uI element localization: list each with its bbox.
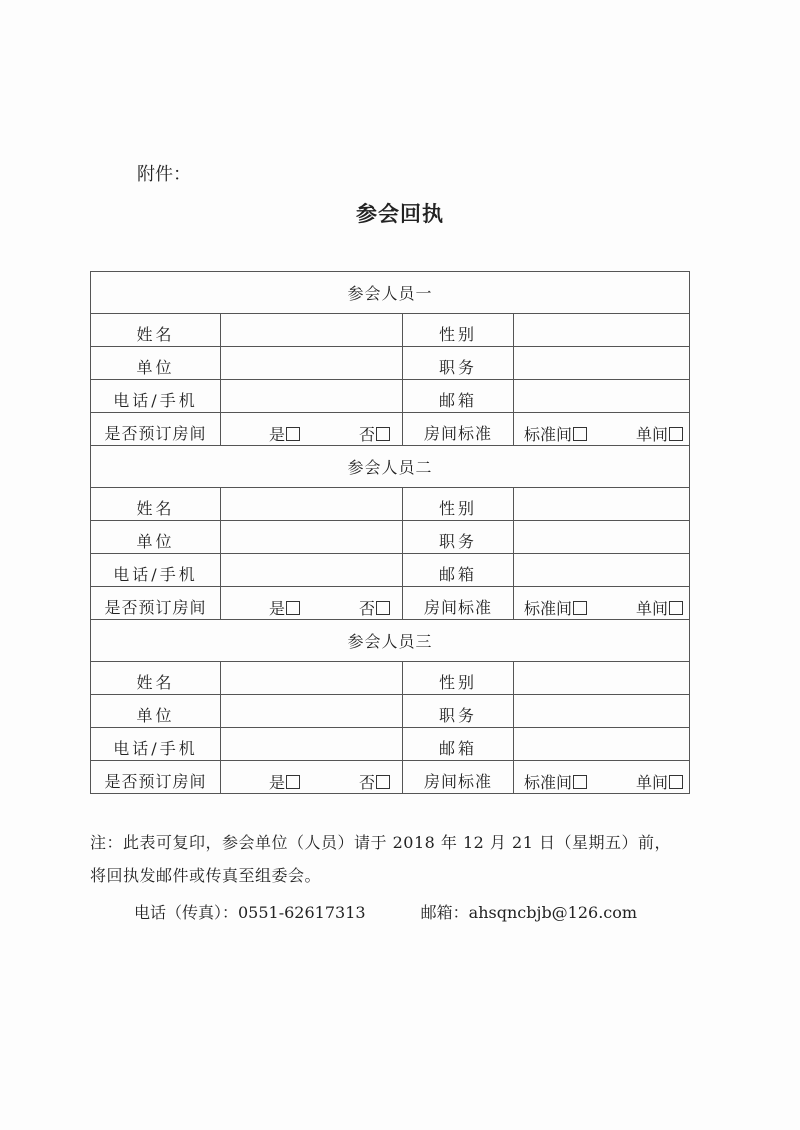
contact-info: [134, 900, 637, 923]
phone-label-cell: [91, 728, 221, 761]
field-label: 姓名: [136, 499, 175, 518]
field-label: 单位: [136, 532, 175, 551]
position-label-cell: [403, 347, 514, 380]
single-room-label: 单间: [636, 599, 669, 618]
standard-room-label: 标准间: [524, 425, 573, 444]
unit-input-cell[interactable]: [221, 521, 403, 554]
checkbox-icon[interactable]: [573, 427, 587, 441]
book-room-label-cell: [91, 413, 221, 446]
field-label: 性别: [438, 673, 477, 692]
room-standard-label-cell: [403, 587, 514, 620]
field-label: 单位: [136, 358, 175, 377]
contact-email: 邮箱：ahsqncbjb@126.com: [420, 903, 638, 922]
no-label: 否: [358, 773, 375, 792]
room-standard-options: [514, 587, 690, 620]
field-label: 是否预订房间: [104, 424, 207, 443]
no-option[interactable]: [359, 770, 390, 793]
checkbox-icon[interactable]: [286, 775, 300, 789]
table-row: [91, 413, 690, 446]
checkbox-icon[interactable]: [286, 601, 300, 615]
table-row: [91, 587, 690, 620]
note: [90, 826, 720, 892]
name-input-cell[interactable]: [221, 662, 403, 695]
phone-input-cell[interactable]: [221, 380, 403, 413]
table-row: [91, 314, 690, 347]
field-label: 性别: [438, 499, 477, 518]
table-row: [91, 761, 690, 794]
yes-option[interactable]: [269, 596, 300, 619]
note-line-2: 将回执发邮件或传真至组委会。: [90, 866, 322, 885]
yes-option[interactable]: [269, 422, 300, 445]
field-label: 房间标准: [423, 424, 492, 443]
field-label: 是否预订房间: [104, 598, 207, 617]
field-label: 电话/手机: [113, 739, 198, 758]
section-row: [91, 446, 690, 488]
standard-room-label: 标准间: [524, 773, 573, 792]
phone-label-cell: [91, 380, 221, 413]
name-label-cell: [91, 662, 221, 695]
standard-room-option[interactable]: [524, 596, 587, 619]
registration-form-table: [90, 271, 690, 794]
yes-label: 是: [269, 599, 286, 618]
checkbox-icon[interactable]: [376, 427, 390, 441]
position-label-cell: [403, 521, 514, 554]
yes-label: 是: [269, 773, 286, 792]
field-label: 职务: [438, 532, 477, 551]
phone-input-cell[interactable]: [221, 728, 403, 761]
field-label: 职务: [438, 358, 477, 377]
single-room-label: 单间: [636, 425, 669, 444]
field-label: 电话/手机: [113, 391, 198, 410]
table-row: [91, 695, 690, 728]
checkbox-icon[interactable]: [573, 601, 587, 615]
mailbox-input-cell[interactable]: [514, 380, 690, 413]
table-row: [91, 380, 690, 413]
standard-room-label: 标准间: [524, 599, 573, 618]
field-label: 邮箱: [438, 565, 477, 584]
position-label-cell: [403, 695, 514, 728]
book-room-options: [221, 761, 403, 794]
unit-label-cell: [91, 695, 221, 728]
field-label: 房间标准: [423, 598, 492, 617]
form-title: 参会回执: [356, 202, 444, 226]
checkbox-icon[interactable]: [376, 775, 390, 789]
name-label-cell: [91, 314, 221, 347]
book-room-options: [221, 587, 403, 620]
field-label: 单位: [136, 706, 175, 725]
gender-input-cell[interactable]: [514, 314, 690, 347]
section-row: [91, 620, 690, 662]
phone-input-cell[interactable]: [221, 554, 403, 587]
section-row: [91, 272, 690, 314]
mailbox-label-cell: [403, 554, 514, 587]
table-row: [91, 728, 690, 761]
checkbox-icon[interactable]: [573, 775, 587, 789]
section-header: 参会人员三: [91, 620, 690, 662]
field-label: 电话/手机: [113, 565, 198, 584]
single-room-label: 单间: [636, 773, 669, 792]
gender-label-cell: [403, 662, 514, 695]
table-row: [91, 662, 690, 695]
contact-phone: 电话（传真）：0551-62617313: [134, 903, 366, 922]
yes-option[interactable]: [269, 770, 300, 793]
no-option[interactable]: [359, 596, 390, 619]
section-header: 参会人员二: [91, 446, 690, 488]
gender-input-cell[interactable]: [514, 662, 690, 695]
section-header: 参会人员一: [91, 272, 690, 314]
position-input-cell[interactable]: [514, 521, 690, 554]
unit-input-cell[interactable]: [221, 347, 403, 380]
table-row: [91, 554, 690, 587]
field-label: 邮箱: [438, 391, 477, 410]
checkbox-icon[interactable]: [669, 427, 683, 441]
standard-room-option[interactable]: [524, 770, 587, 793]
mailbox-input-cell[interactable]: [514, 728, 690, 761]
gender-label-cell: [403, 314, 514, 347]
unit-label-cell: [91, 347, 221, 380]
book-room-label-cell: [91, 587, 221, 620]
standard-room-option[interactable]: [524, 422, 587, 445]
room-standard-options: [514, 413, 690, 446]
room-standard-label-cell: [403, 761, 514, 794]
position-input-cell[interactable]: [514, 347, 690, 380]
single-room-option[interactable]: [636, 770, 683, 793]
note-line-1: 注：此表可复印，参会单位（人员）请于 2018 年 12 月 21 日（星期五）前，: [90, 833, 671, 852]
mailbox-label-cell: [403, 728, 514, 761]
book-room-options: [221, 413, 403, 446]
mailbox-input-cell[interactable]: [514, 554, 690, 587]
gender-input-cell[interactable]: [514, 488, 690, 521]
phone-label-cell: [91, 554, 221, 587]
mailbox-label-cell: [403, 380, 514, 413]
position-input-cell[interactable]: [514, 695, 690, 728]
room-standard-options: [514, 761, 690, 794]
field-label: 职务: [438, 706, 477, 725]
attachment-label: 附件：: [137, 164, 191, 185]
name-label-cell: [91, 488, 221, 521]
name-input-cell[interactable]: [221, 488, 403, 521]
checkbox-icon[interactable]: [286, 427, 300, 441]
field-label: 是否预订房间: [104, 772, 207, 791]
book-room-label-cell: [91, 761, 221, 794]
checkbox-icon[interactable]: [669, 775, 683, 789]
yes-label: 是: [269, 425, 286, 444]
table-row: [91, 488, 690, 521]
field-label: 姓名: [136, 325, 175, 344]
name-input-cell[interactable]: [221, 314, 403, 347]
single-room-option[interactable]: [636, 422, 683, 445]
no-label: 否: [358, 425, 375, 444]
field-label: 姓名: [136, 673, 175, 692]
field-label: 邮箱: [438, 739, 477, 758]
room-standard-label-cell: [403, 413, 514, 446]
checkbox-icon[interactable]: [669, 601, 683, 615]
gender-label-cell: [403, 488, 514, 521]
table-row: [91, 521, 690, 554]
field-label: 房间标准: [423, 772, 492, 791]
unit-input-cell[interactable]: [221, 695, 403, 728]
no-option[interactable]: [359, 422, 390, 445]
table-row: [91, 347, 690, 380]
no-label: 否: [358, 599, 375, 618]
checkbox-icon[interactable]: [376, 601, 390, 615]
single-room-option[interactable]: [636, 596, 683, 619]
field-label: 性别: [438, 325, 477, 344]
unit-label-cell: [91, 521, 221, 554]
